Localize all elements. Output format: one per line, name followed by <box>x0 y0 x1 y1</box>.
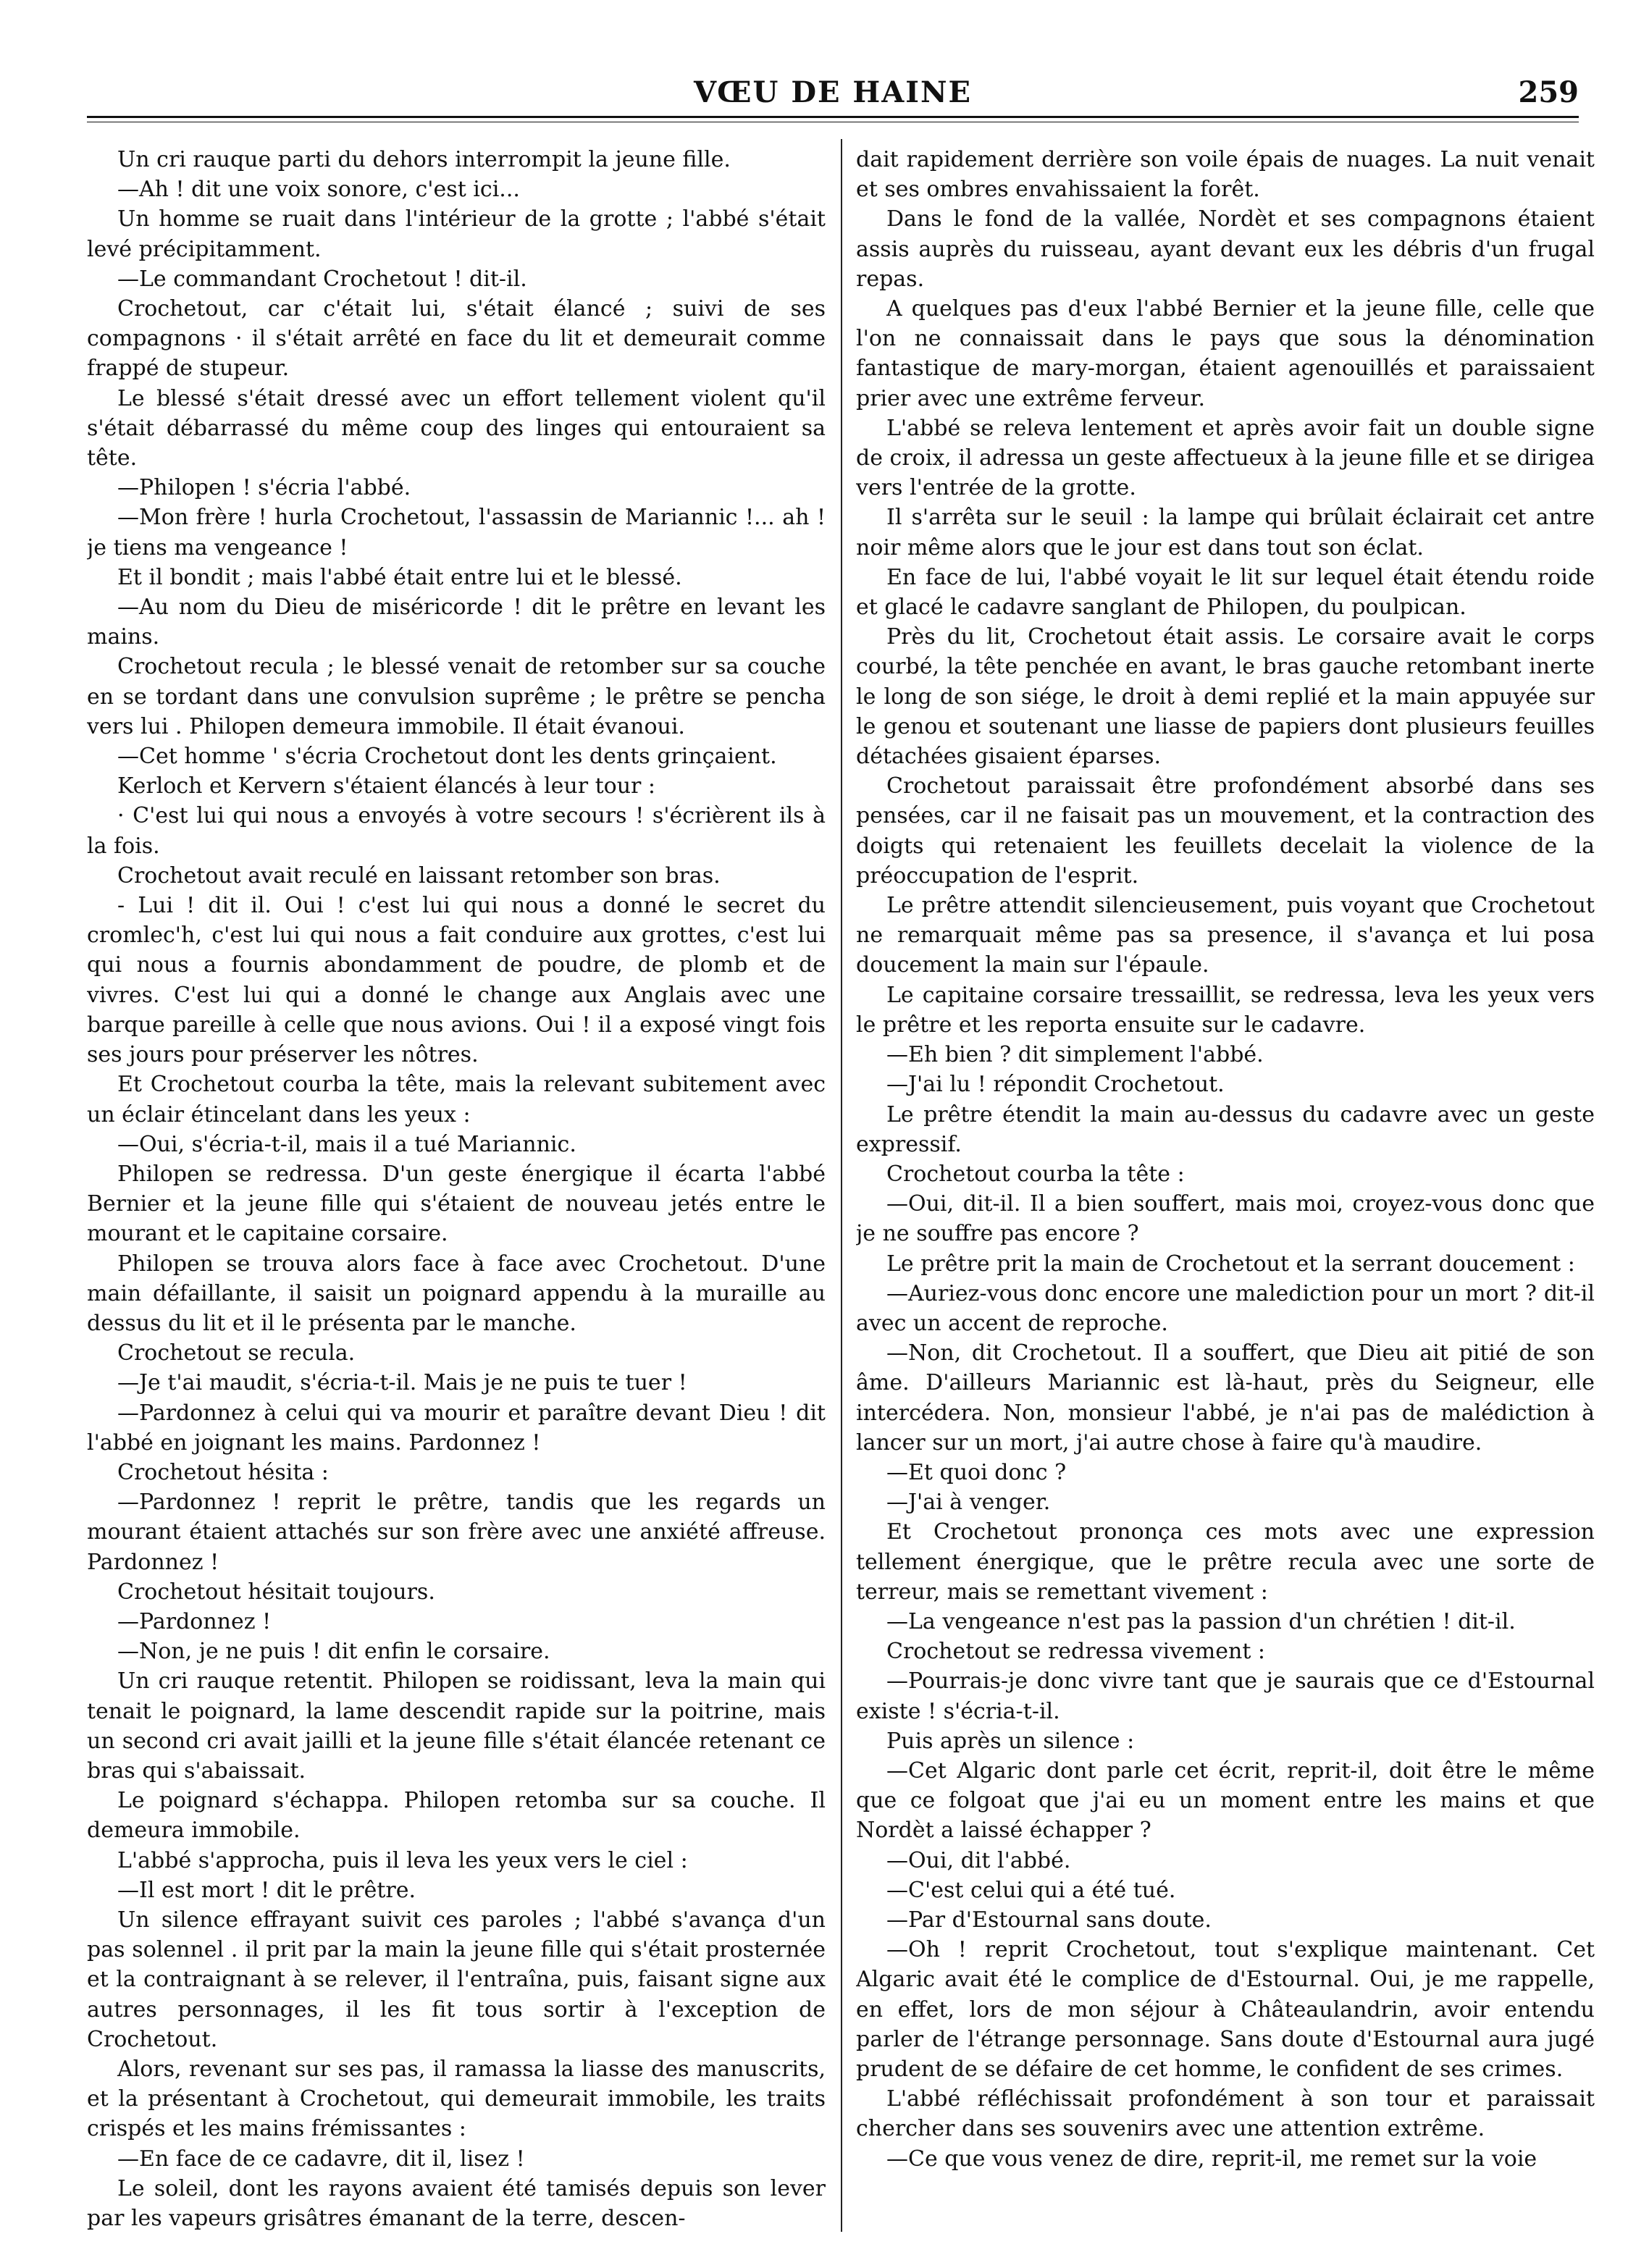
paragraph: Le prêtre étendit la main au-dessus du cadavre avec un geste expressif. <box>856 1101 1595 1157</box>
paragraph: —Cet Algaric dont parle cet écrit, reprit-il, doit être le même que ce folgoat que j'ai eu un moment entre les mains et que Nordèt a laissé échapper ? <box>856 1757 1595 1844</box>
paragraph: —La vengeance n'est pas la passion d'un chrétien ! dit-il. <box>886 1608 1516 1634</box>
paragraph: Kerloch et Kervern s'étaient élancés à leur tour : <box>117 773 655 799</box>
page-number: 259 <box>1518 75 1579 109</box>
paragraph: —Non, je ne puis ! dit enfin le corsaire. <box>117 1639 550 1665</box>
running-title: VŒU DE HAINE <box>693 75 973 109</box>
paragraph: —En face de ce cadavre, dit il, lisez ! <box>117 2146 525 2172</box>
paragraph: —Oui, dit-il. Il a bien souffert, mais moi, croyez-vous donc que je ne souffre pas encore ? <box>856 1191 1595 1247</box>
paragraph: Et Crochetout prononça ces mots avec une expression tellement énergique, que le prêtre recula avec une sorte de terreur, mais se remettant vivement : <box>856 1519 1595 1605</box>
paragraph: · C'est lui qui nous a envoyés à votre secours ! s'écrièrent ils à la fois. <box>87 803 826 859</box>
paragraph: Philopen se redressa. D'un geste énergique il écarta l'abbé Bernier et la jeune fille qui s'étaient de nouveau jetés entre le mourant et le capitaine corsaire. <box>87 1161 826 1247</box>
paragraph: —Pardonnez ! <box>117 1608 272 1634</box>
paragraph: —Non, dit Crochetout. Il a souffert, que Dieu ait pitié de son âme. D'ailleurs Mariannic est là-haut, près du Seigneur, elle intercédera. Non, monsieur l'abbé, je n'ai pas de malédiction à lancer sur un mort, j'ai autre chose à faire qu'à maudire. <box>856 1340 1595 1456</box>
paragraph: Alors, revenant sur ses pas, il ramassa la liasse des manuscrits, et la présentant à Crochetout, qui demeurait immobile, les traits crispés et les mains frémissantes : <box>87 2057 826 2142</box>
right-column <box>856 145 1595 2230</box>
paragraph: Près du lit, Crochetout était assis. Le corsaire avait le corps courbé, la tête penchée en avant, le bras gauche retombant inerte le long de son siége, le droit à demi replié et la main appuyée sur le genou et soutenant une liasse de papiers dont plusieurs feuilles détachées gisaient éparses. <box>856 624 1595 770</box>
paragraph: —Ce que vous venez de dire, reprit-il, me remet sur la voie <box>886 2146 1537 2172</box>
paragraph: —J'ai à venger. <box>886 1490 1051 1516</box>
paragraph: Le prêtre attendit silencieusement, puis voyant que Crochetout ne remarquait même pas sa presence, il s'avança et lui posa doucement la main sur l'épaule. <box>856 893 1595 978</box>
paragraph: —Philopen ! s'écria l'abbé. <box>117 475 411 501</box>
paragraph: —Auriez-vous donc encore une malediction pour un mort ? dit-il avec un accent de reproche. <box>856 1280 1595 1336</box>
paragraph: —Et quoi donc ? <box>886 1459 1067 1485</box>
paragraph: —Pardonnez ! reprit le prêtre, tandis que les regards un mourant étaient attachés sur son frère avec une anxiété affreuse. Pardonnez ! <box>87 1490 826 1575</box>
paragraph: Crochetout courba la tête : <box>886 1161 1185 1187</box>
paragraph: Crochetout avait reculé en laissant retomber son bras. <box>117 862 721 889</box>
paragraph: Crochetout recula ; le blessé venait de retomber sur sa couche en se tordant dans une convulsion suprême ; le prêtre se pencha vers lui . Philopen demeura immobile. Il était évanoui. <box>87 654 826 739</box>
paragraph: A quelques pas d'eux l'abbé Bernier et la jeune fille, celle que l'on ne connaissait dans le pays que sous la dénomination fantastique de mary-morgan, étaient agenouillés et paraissaient prier avec une extrême ferveur. <box>856 296 1595 411</box>
paragraph: Crochetout hésita : <box>117 1459 329 1485</box>
paragraph: L'abbé réfléchissait profondément à son tour et paraissait chercher dans ses souvenirs avec une attention extrême. <box>856 2086 1595 2142</box>
paragraph: Un cri rauque retentit. Philopen se roidissant, leva la main qui tenait le poignard, la lame descendit rapide sur la poitrine, mais un second cri avait jailli et la jeune fille s'était élancée retenant ce bras qui s'abaissait. <box>87 1668 826 1784</box>
paragraph: L'abbé se releva lentement et après avoir fait un double signe de croix, il adressa un geste affectueux à la jeune fille et se dirigea vers l'entrée de la grotte. <box>856 415 1595 501</box>
paragraph-continuation: dait rapidement derrière son voile épais de nuages. La nuit venait et ses ombres envahissaient la forêt. <box>856 147 1595 203</box>
paragraph: Il s'arrêta sur le seuil : la lampe qui brûlait éclairait cet antre noir même alors que le jour est dans tout son éclat. <box>856 505 1595 560</box>
left-column <box>87 145 826 2230</box>
paragraph: —Au nom du Dieu de miséricorde ! dit le prêtre en levant les mains. <box>87 595 826 650</box>
paragraph: —Il est mort ! dit le prêtre. <box>117 1877 416 1903</box>
paragraph: —Cet homme ' s'écria Crochetout dont les dents grinçaient. <box>117 744 777 770</box>
paragraph: Puis après un silence : <box>886 1728 1135 1754</box>
paragraph: L'abbé s'approcha, puis il leva les yeux vers le ciel : <box>117 1847 688 1873</box>
paragraph: —Oui, s'écria-t-il, mais il a tué Mariannic. <box>117 1131 576 1157</box>
paragraph: Le prêtre prit la main de Crochetout et la serrant doucement : <box>886 1251 1575 1277</box>
paragraph: Un silence effrayant suivit ces paroles ; l'abbé s'avança d'un pas solennel . il prit par la main la jeune fille qui s'était prosternée et la contraignant à se relever, il l'entraîna, puis, faisant signe aux autres personnages, il les fit tous sortir à l'exception de Crochetout. <box>87 1907 826 2052</box>
paragraph: Philopen se trouva alors face à face avec Crochetout. D'une main défaillante, il saisit un poignard appendu à la muraille au dessus du lit et il le présenta par le manche. <box>87 1251 826 1336</box>
paragraph: —Oh ! reprit Crochetout, tout s'explique maintenant. Cet Algaric avait été le complice de d'Estournal. Oui, je me rappelle, en effet, lors de mon séjour à Châteaulandrin, avoir entendu parler de l'étrange personnage. Sans doute d'Estournal aura jugé prudent de se défaire de cet homme, le confident de ses crimes. <box>856 1937 1595 2082</box>
paragraph: Un homme se ruait dans l'intérieur de la grotte ; l'abbé s'était levé précipitamment. <box>87 206 826 262</box>
paragraph: —Le commandant Crochetout ! dit-il. <box>117 266 527 292</box>
paragraph: Dans le fond de la vallée, Nordèt et ses compagnons étaient assis auprès du ruisseau, ayant devant eux les débris d'un frugal repas. <box>856 206 1595 292</box>
paragraph: Le capitaine corsaire tressaillit, se redressa, leva les yeux vers le prêtre et les reporta ensuite sur le cadavre. <box>856 982 1595 1038</box>
paragraph: Le soleil, dont les rayons avaient été tamisés depuis son lever par les vapeurs grisâtres émanant de la terre, descen- <box>87 2175 826 2230</box>
page-header <box>87 64 1579 114</box>
paragraph: —Ah ! dit une voix sonore, c'est ici... <box>117 177 520 203</box>
paragraph: —Pardonnez à celui qui va mourir et paraître devant Dieu ! dit l'abbé en joignant les mains. Pardonnez ! <box>87 1400 826 1456</box>
paragraph: —Je t'ai maudit, s'écria-t-il. Mais je ne puis te tuer ! <box>117 1370 687 1396</box>
paragraph: Crochetout se recula. <box>117 1340 356 1366</box>
paragraph: Et Crochetout courba la tête, mais la relevant subitement avec un éclair étincelant dans les yeux : <box>87 1072 826 1127</box>
paragraph: En face de lui, l'abbé voyait le lit sur lequel était étendu roide et glacé le cadavre sanglant de Philopen, du poulpican. <box>856 564 1595 621</box>
paragraph: —Oui, dit l'abbé. <box>886 1847 1071 1873</box>
paragraph: —Eh bien ? dit simplement l'abbé. <box>886 1042 1264 1068</box>
paragraph: Le poignard s'échappa. Philopen retomba sur sa couche. Il demeura immobile. <box>87 1788 826 1844</box>
paragraph: Et il bondit ; mais l'abbé était entre lui et le blessé. <box>117 564 682 590</box>
paragraph: —Pourrais-je donc vivre tant que je saurais que ce d'Estournal existe ! s'écria-t-il. <box>856 1668 1595 1724</box>
paragraph: Crochetout, car c'était lui, s'était élancé ; suivi de ses compagnons · il s'était arrêté en face du lit et demeurait comme frappé de stupeur. <box>87 296 826 382</box>
paragraph: —Par d'Estournal sans doute. <box>886 1907 1212 1933</box>
paragraph: —Mon frère ! hurla Crochetout, l'assassin de Mariannic !... ah ! je tiens ma vengeance ! <box>87 505 826 560</box>
paragraph: Crochetout paraissait être profondément absorbé dans ses pensées, car il ne faisait pas un mouvement, et la contraction des doigts qui retenaient les feuillets decelait la violence de la préoccupation de l'esprit. <box>856 773 1595 889</box>
header-rule <box>87 116 1579 118</box>
column-divider <box>841 139 842 2232</box>
paragraph: Un cri rauque parti du dehors interrompit la jeune fille. <box>117 147 731 172</box>
paragraph: Crochetout hésitait toujours. <box>117 1579 435 1605</box>
paragraph: Crochetout se redressa vivement : <box>886 1639 1266 1665</box>
paragraph: - Lui ! dit il. Oui ! c'est lui qui nous a donné le secret du cromlec'h, c'est lui qui nous a fait conduire aux grottes, c'est lui qui nous a fournis abondamment de poudre, de plomb et de vivres. C'est lui qui a donné le change aux Anglais avec une barque pareille à celle que nous avions. Oui ! il a exposé vingt fois ses jours pour préserver les nôtres. <box>87 893 826 1068</box>
paragraph: —J'ai lu ! répondit Crochetout. <box>886 1072 1225 1098</box>
paragraph: Le blessé s'était dressé avec un effort tellement violent qu'il s'était débarrassé du même coup des linges qui entouraient sa tête. <box>87 385 826 471</box>
paragraph: —C'est celui qui a été tué. <box>886 1877 1176 1903</box>
